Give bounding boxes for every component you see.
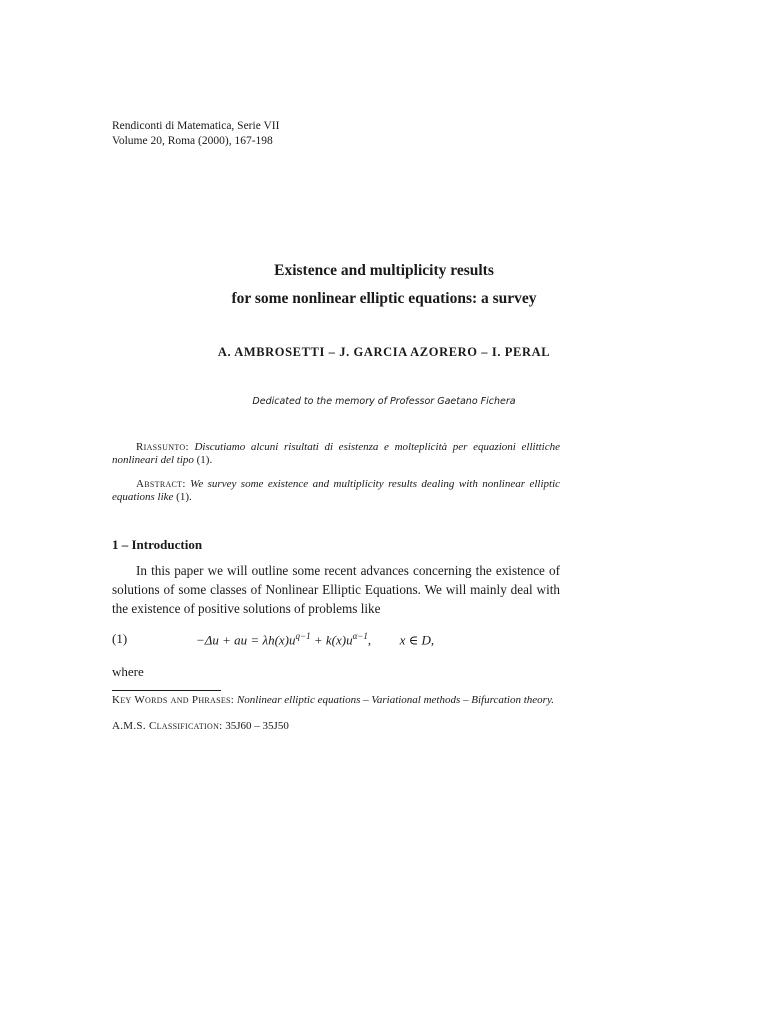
keywords-text: Nonlinear elliptic equations – Variational methods – Bifurcation theory.: [236, 694, 554, 706]
abstract-label: Abstract:: [136, 478, 186, 490]
footnote-ams: [112, 720, 289, 732]
equation-number: (1): [112, 631, 128, 646]
riassunto: [112, 441, 560, 466]
footnote-rule: [112, 690, 221, 691]
where-text: where: [112, 664, 144, 679]
authors: A. AMBROSETTI – J. GARCIA AZORERO – I. PERAL: [217, 345, 551, 359]
abstract-text: We survey some existence and multiplicity results dealing with nonlinear elliptic equations like: [112, 478, 561, 503]
abstract: [112, 478, 560, 503]
equation-mid: + k(x)u: [310, 632, 353, 648]
paper-title-line1: Existence and multiplicity results: [274, 262, 494, 279]
paper-title-line2: for some nonlinear elliptic equations: a survey: [231, 290, 537, 307]
journal-volume: Volume 20, Roma (2000), 167-198: [112, 135, 273, 147]
journal-series: Rendiconti di Matematica, Serie VII: [112, 120, 280, 132]
riassunto-label: Riassunto:: [136, 441, 189, 453]
ams-text: 35J60 – 35J50: [225, 720, 289, 732]
section-heading: 1 – Introduction: [112, 537, 203, 552]
equation-exponent-q: q−1: [295, 631, 311, 641]
equation-comma: ,: [367, 632, 372, 648]
riassunto-text: Discutiamo alcuni risultati di esistenza e molteplicità per equazioni ellittiche nonlineari del tipo: [112, 441, 561, 466]
equation-lhs: −Δu + au = λh(x)u: [196, 632, 296, 648]
ams-label: A.M.S. Classification:: [112, 720, 223, 732]
abstract-ref: (1).: [176, 490, 192, 503]
keywords-label: Key Words and Phrases:: [112, 694, 235, 706]
equation-exponent-alpha: α−1: [352, 631, 368, 641]
dedication: Dedicated to the memory of Professor Gaetano Fichera: [252, 396, 516, 407]
equation: [196, 631, 434, 648]
footnote-keywords: [112, 694, 560, 707]
equation-domain: x ∈ D,: [399, 632, 435, 648]
intro-paragraph: [112, 561, 560, 618]
journal-header: [112, 119, 279, 149]
riassunto-ref: (1).: [196, 453, 213, 466]
intro-text: In this paper we will outline some recent advances concerning the existence of solutions of some classes of Nonlinear Elliptic Equations. We will mainly deal with the existence of positive solutions of problems like: [112, 563, 560, 616]
